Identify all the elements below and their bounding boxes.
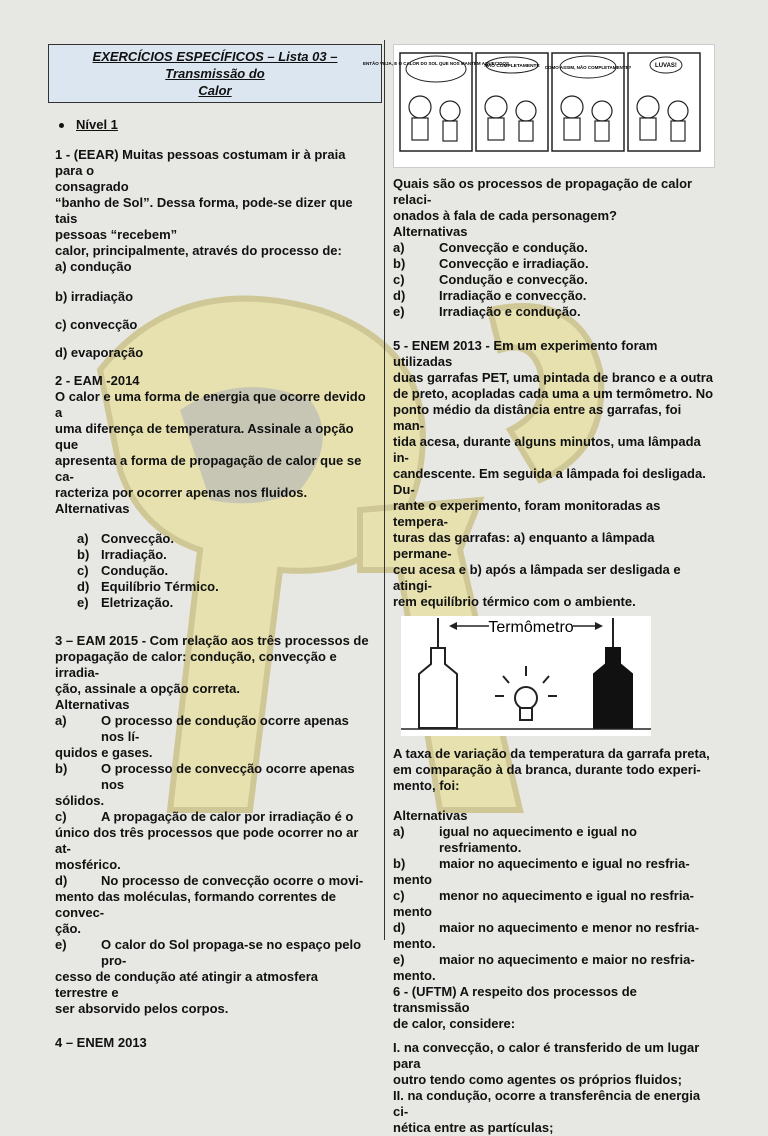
page-title xyxy=(48,44,382,103)
comic-bubble-3: COMO ASSIM, NÃO COMPLETAMENTE? xyxy=(544,65,632,70)
thermometer-label: Termômetro xyxy=(488,619,574,636)
option-a: a) O processo de condução ocorre apenas nos lí- xyxy=(55,713,349,744)
question-3: 3 – EAM 2015 - Com relação aos três processos de propagação de calor: condução, convecção e irradia- ção, assinale a opção correta. Alternativas a) O processo de condução ocorre apenas nos lí- quidos e gases. b) O processo de convecção ocorre apenas nos sólidos. c) A propagação de calor por irradiação é o único dos três processos que pode ocorrer no ar at- mosférico. d) No processo de convecção ocorre o movi- mento das moléculas, formando correntes de convec- ção. e) O calor do Sol propaga-se no espaço pelo pro- cesso de condução até atingir a atmosfera terrestre e ser absorvido pelos corpos. xyxy=(55,633,373,1017)
option-d: d) No processo de convecção ocorre o movi- xyxy=(55,873,364,888)
option-a: a) igual no aquecimento e igual no resfriamento. xyxy=(393,824,637,855)
question-6: 6 - (UFTM) A respeito dos processos de transmissão de calor, considere: I. na convecção, o calor é transferido de um lugar para outro tendo como agentes os próprios fluidos; II. na condução, ocorre a transferência de energia ci- nética entre as partículas; xyxy=(393,984,701,1135)
bullet-icon xyxy=(59,123,64,128)
comic-bubble-4: LUVAS! xyxy=(655,63,677,69)
question-4-body: Quais são os processos de propagação de calor relaci- onados à fala de cada personagem? Alternativas a) Convecção e condução. b) Convecção e irradiação. c) Condução e convecção. d) Irradiação e convecção. e) Irradiação e condução. xyxy=(393,176,715,320)
option-a: a) Convecção e condução. xyxy=(393,240,588,255)
option-d: d) maior no aquecimento e menor no resfria- xyxy=(393,920,700,935)
option-e: e) Irradiação e condução. xyxy=(393,304,581,319)
question-1: 1 - (EEAR) Muitas pessoas costumam ir à praia para o consagrado “banho de Sol”. Dessa forma, pode-se dizer que tais pessoas “recebem” calor, principalmente, através do processo de: a) condução b) irradiação c) convecção d) evaporação xyxy=(55,147,373,361)
option-a: a) condução xyxy=(55,259,132,274)
option-b: b) maior no aquecimento e igual no resfria- xyxy=(393,856,690,871)
option-a: a) Convecção. xyxy=(77,531,174,546)
option-d: d) Irradiação e convecção. xyxy=(393,288,587,303)
right-column xyxy=(362,44,715,1136)
option-c: c) Condução. xyxy=(77,563,169,578)
title-line-1: EXERCÍCIOS ESPECÍFICOS – Lista 03 – Transmissão do xyxy=(92,49,338,81)
option-c: c) convecção xyxy=(55,317,138,332)
option-d: d) evaporação xyxy=(55,345,144,360)
comic-bubble-1: ENTÃO VEJA, E O CALOR DO SOL QUE NOS MANTÉM AQUECIDOS xyxy=(362,61,510,66)
option-b: b) Convecção e irradiação. xyxy=(393,256,589,271)
option-c: c) Condução e convecção. xyxy=(393,272,588,287)
title-line-2: Calor xyxy=(198,83,232,98)
option-b: b) O processo de convecção ocorre apenas nos xyxy=(55,761,355,792)
level-heading: Nível 1 xyxy=(55,117,373,133)
option-e: e) Eletrização. xyxy=(77,595,174,610)
question-2: 2 - EAM -2014 O calor e uma forma de energia que ocorre devido a uma diferença de temperatura. Assinale a opção que apresenta a forma de propagação de calor que se ca- racteriza por ocorrer apenas nos fluidos. Alternativas a) Convecção. b) Irradiação. c) Condução. d) Equilíbrio Térmico. e) Eletrização. xyxy=(55,373,373,611)
option-b: b) Irradiação. xyxy=(77,547,167,562)
option-b: b) irradiação xyxy=(55,289,134,304)
option-e: e) maior no aquecimento e maior no resfria- xyxy=(393,952,695,967)
left-column xyxy=(55,44,373,1051)
option-c: c) A propagação de calor por irradiação é o xyxy=(55,809,354,824)
comic-strip-image xyxy=(362,44,715,168)
option-e: e) O calor do Sol propaga-se no espaço pelo pro- xyxy=(55,937,362,968)
comic-bubble-2: NÃO COMPLETAMENTE xyxy=(484,64,540,69)
thermometer-experiment-figure xyxy=(401,616,651,736)
option-c: c) menor no aquecimento e igual no resfria- xyxy=(393,888,694,903)
question-4-title: 4 – ENEM 2013 xyxy=(55,1035,147,1050)
column-divider xyxy=(384,40,385,940)
option-d: d) Equilíbrio Térmico. xyxy=(77,579,219,594)
question-5: 5 - ENEM 2013 - Em um experimento foram utilizadas duas garrafas PET, uma pintada de branco e a outra de preto, acopladas cada uma a um termômetro. No ponto médio da distância entre as garrafas, foi man- tida acesa, durante alguns minutos, uma lâmpada in- candescente. Em seguida a lâmpada foi desligada. Du- rante o experimento, foram monitoradas as tempera- turas das garrafas: a) enquanto a lâmpada permane- ceu acesa e b) após a lâmpada ser desligada e atingi- rem equilíbrio térmico com o ambiente. Termômetro A taxa de variação da temperatura da garrafa preta, em comparação à da branca, durante todo experi- mento, foi: Alternativas a) igual no aquecimento e igual no resfriamento. b) maior no aquecimento e igual no resfria- mento c) menor no aquecimento e igual no resfria- mento d) maior no aquecimento e menor no resfria- mento. e) maior no aquecimento e maior no resfria- mento. xyxy=(393,338,714,983)
